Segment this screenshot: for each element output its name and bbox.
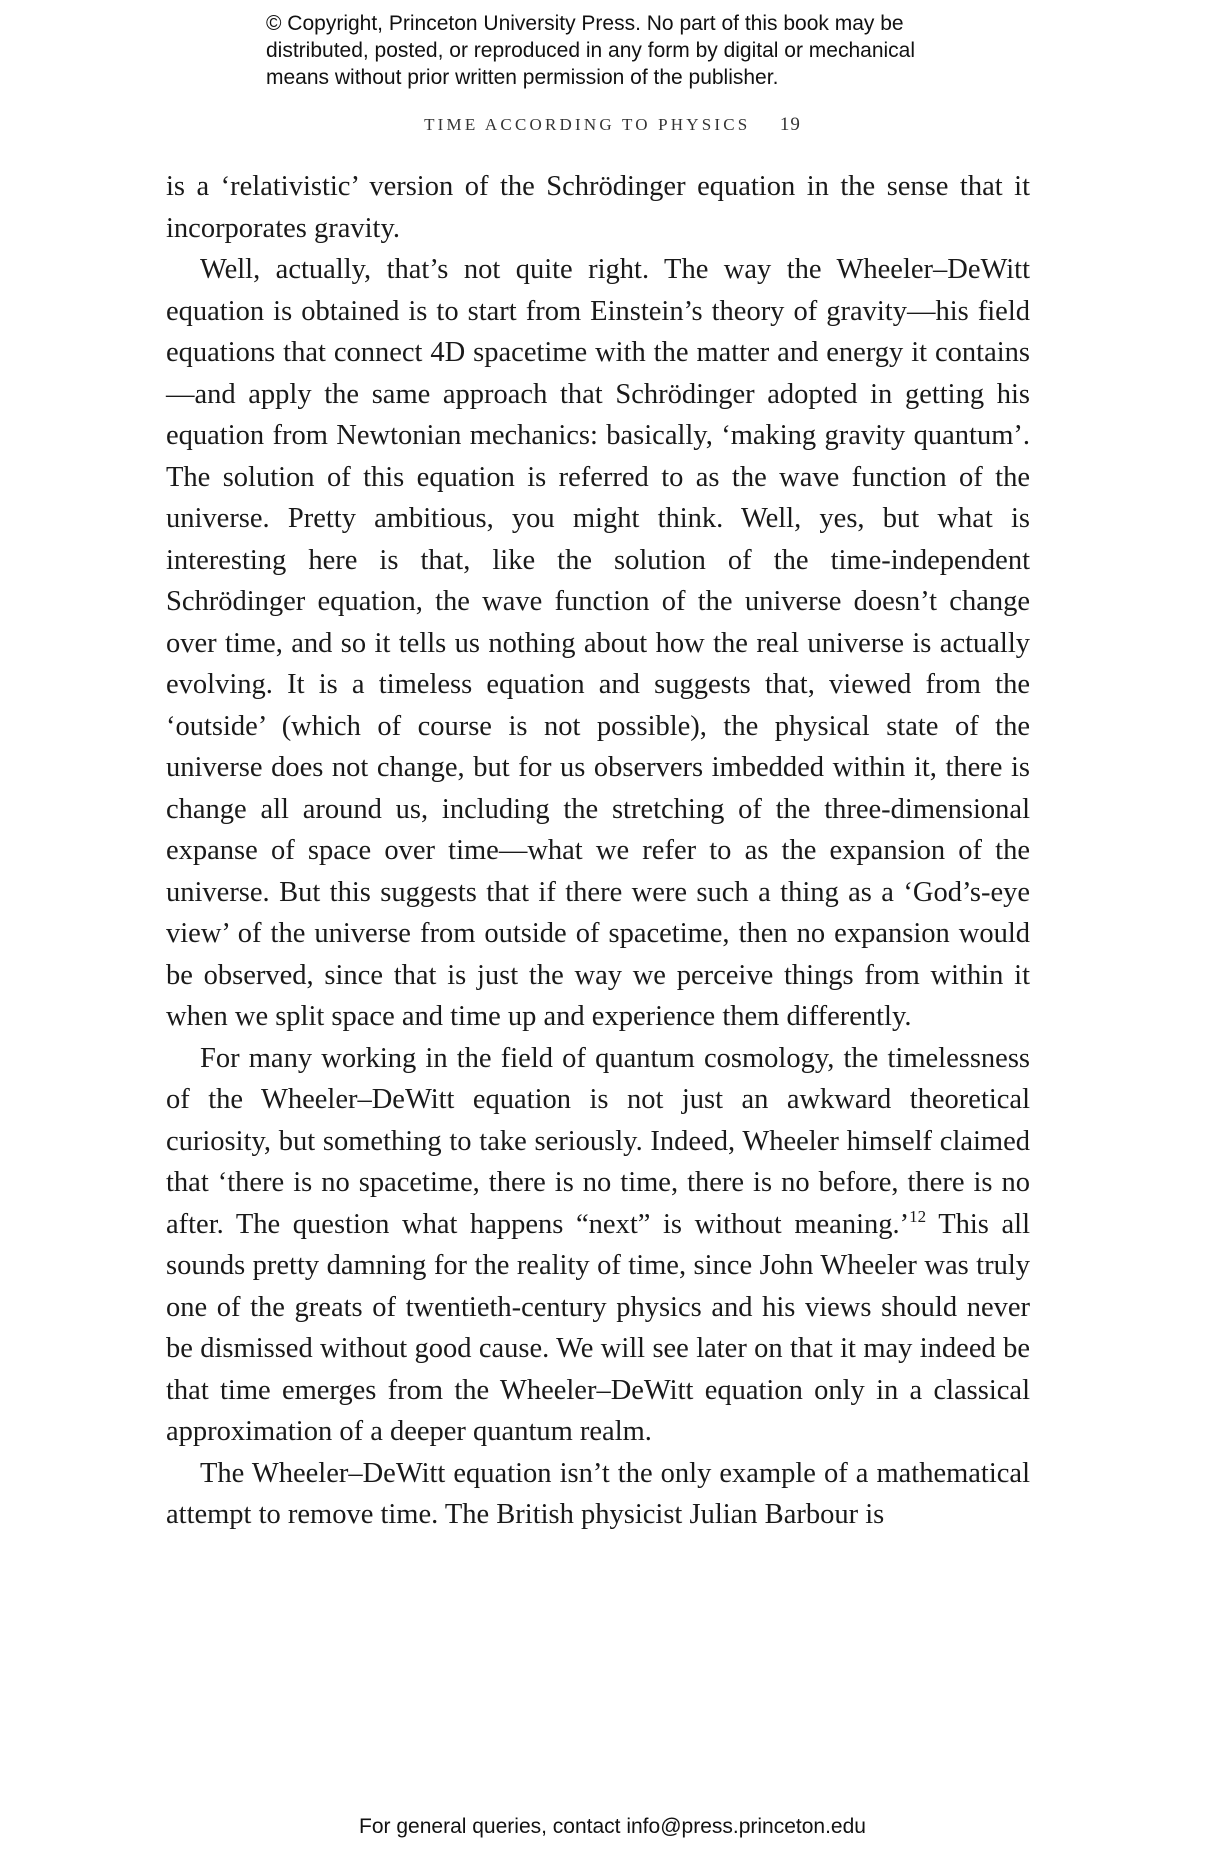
- copyright-line: distributed, posted, or reproduced in any form by digital or mechanical: [266, 39, 916, 62]
- page-number: 19: [779, 114, 801, 135]
- paragraph-3-text-after-note: This all sounds pretty damning for the reality of time, since John Wheeler was truly one of the greats of twentieth-century physics and his views should never be dismissed without good cause. We will see later on that it may indeed be that time emerges from the Wheeler–DeWitt equation only in a classical approximation of a deeper quantum realm.: [166, 1208, 1030, 1447]
- paragraph-4: The Wheeler–DeWitt equation isn’t the only example of a mathematical attempt to remove time. The British physicist Julian Barbour is: [166, 1457, 1030, 1530]
- running-head: [0, 114, 1225, 136]
- running-head-title: TIME ACCORDING TO PHYSICS: [424, 115, 751, 134]
- footer-contact: For general queries, contact info@press.princeton.edu: [359, 1815, 866, 1838]
- paragraph-2: Well, actually, that’s not quite right. The way the Wheeler–DeWitt equation is obtained is to start from Einstein’s theory of gravity—his field equations that connect 4D spacetime with the matter and energy it contains—and apply the same approach that Schrödinger adopted in getting his equation from Newtonian mechanics: basically, ‘making gravity quantum’. The solution of this equation is referred to as the wave function of the universe. Pretty ambitious, you might think. Well, yes, but what is interesting here is that, like the solution of the time-independent Schrödinger equation, the wave function of the universe doesn’t change over time, and so it tells us nothing about how the real universe is actually evolving. It is a timeless equation and suggests that, viewed from the ‘outside’ (which of course is not possible), the physical state of the universe does not change, but for us observers imbedded within it, there is change all around us, including the stretching of the three-dimensional expanse of space over time—what we refer to as the expansion of the universe. But this suggests that if there were such a thing as a ‘God’s-eye view’ of the universe from outside of spacetime, then no expansion would be observed, since that is just the way we perceive things from within it when we split space and time up and experience them differently.: [166, 254, 1030, 1032]
- footnote-reference: 12: [909, 1206, 927, 1226]
- body-text: [166, 166, 1030, 1536]
- copyright-line: © Copyright, Princeton University Press. No part of this book may be: [266, 12, 904, 35]
- copyright-notice: [266, 10, 986, 91]
- paragraph-1: is a ‘relativistic’ version of the Schrödinger equation in the sense that it incorporates gravity.: [166, 171, 1030, 244]
- copyright-line: means without prior written permission of the publisher.: [266, 66, 779, 89]
- paragraph-3-text-before-note: For many working in the field of quantum cosmology, the timelessness of the Wheeler–DeWitt equation is not just an awkward theoretical curiosity, but something to take seriously. Indeed, Wheeler himself claimed that ‘there is no spacetime, there is no time, there is no before, there is no after. The question what happens “next” is without meaning.’: [166, 1042, 1030, 1240]
- paragraph-3: [166, 1038, 1030, 1453]
